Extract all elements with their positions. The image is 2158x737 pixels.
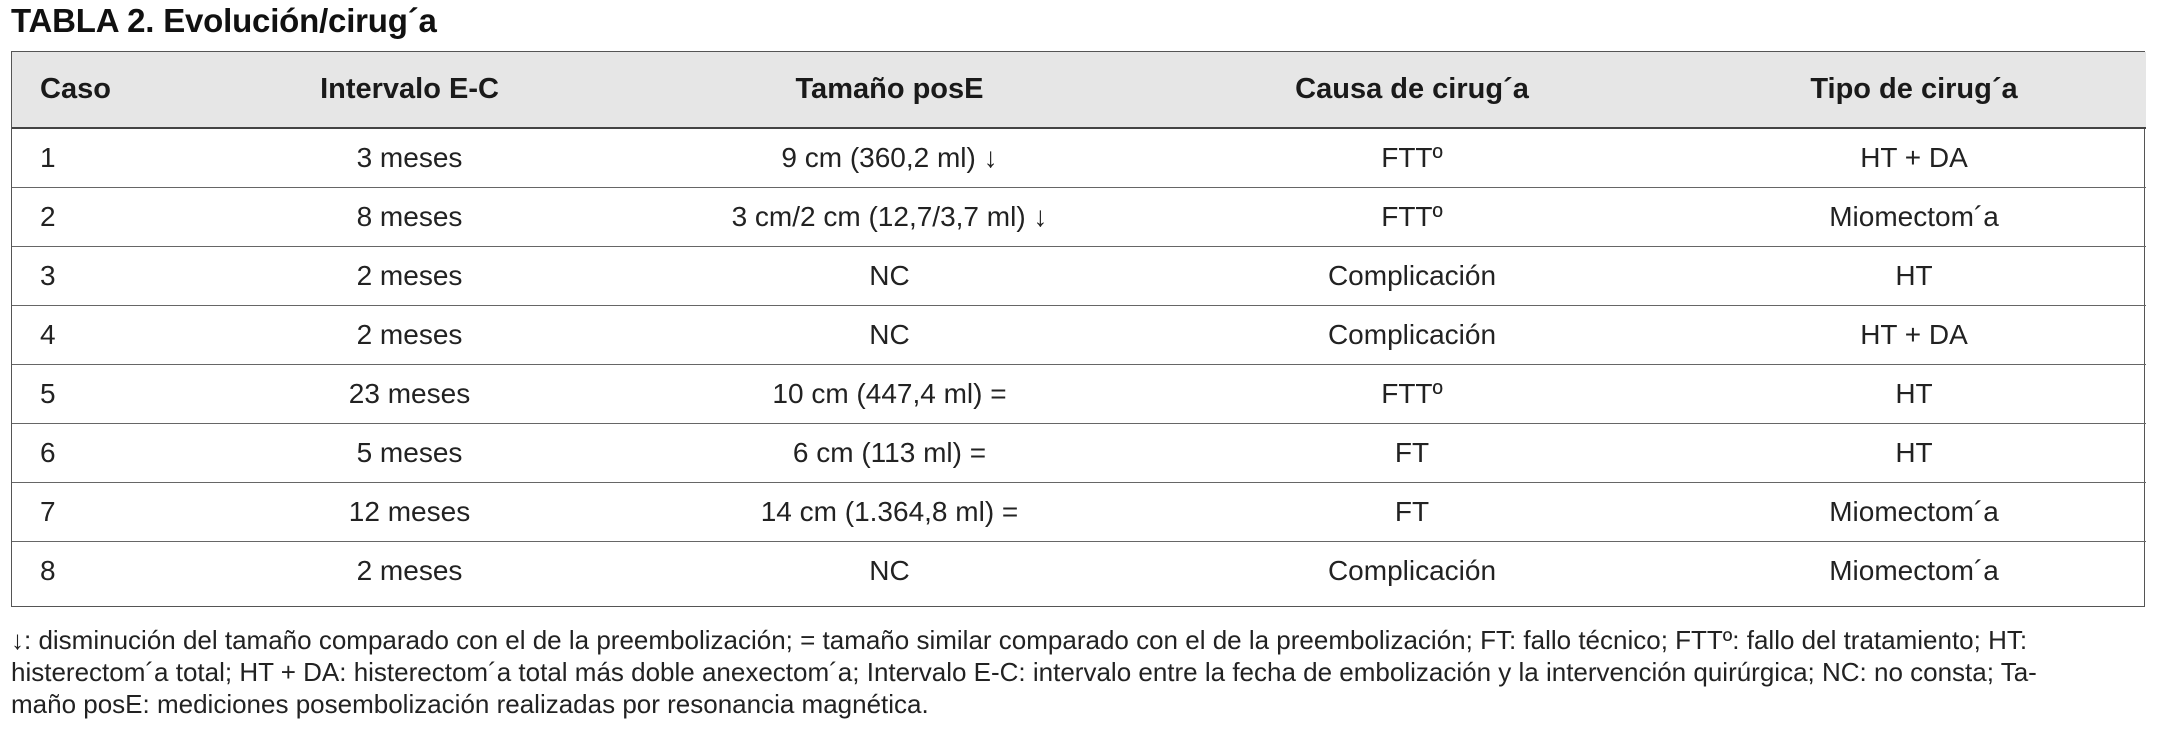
cell-intervalo: 8 meses (182, 187, 637, 246)
cell-tamano: 14 cm (1.364,8 ml) = (637, 482, 1142, 541)
table-row (12, 128, 2146, 187)
cell-intervalo: 5 meses (182, 423, 637, 482)
cell-caso: 2 (12, 187, 182, 246)
cell-intervalo: 2 meses (182, 305, 637, 364)
table-row (12, 541, 2146, 600)
evolution-surgery-table (12, 52, 2146, 600)
header-tamano: Tamaño posE (637, 52, 1142, 128)
data-table-frame (11, 51, 2145, 607)
table-row (12, 246, 2146, 305)
table-header-row (12, 52, 2146, 128)
header-intervalo: Intervalo E-C (182, 52, 637, 128)
header-tipo: Tipo de cirug´a (1682, 52, 2146, 128)
cell-tipo: Miomectom´a (1829, 554, 1999, 586)
footnote-line: ↓: disminución del tamaño comparado con el de la preembolización; = tamaño similar comparado con el de la preembolización; FT: fallo técnico; FTTº: fallo del tratamiento; HT: (11, 625, 2028, 655)
cell-tipo: HT (1682, 364, 2146, 423)
cell-causa: FTTº (1142, 187, 1682, 246)
table-row (12, 423, 2146, 482)
cell-causa: FT (1142, 423, 1682, 482)
cell-tamano: 10 cm (447,4 ml) = (637, 364, 1142, 423)
cell-tamano: NC (637, 305, 1142, 364)
cell-intervalo: 12 meses (182, 482, 637, 541)
cell-tipo: HT (1682, 423, 2146, 482)
table-row (12, 364, 2146, 423)
cell-causa: FT (1142, 482, 1682, 541)
cell-tamano: NC (869, 554, 910, 586)
cell-intervalo: 3 meses (182, 128, 637, 187)
table-body (12, 128, 2146, 600)
cell-causa: FTTº (1142, 364, 1682, 423)
cell-tipo: HT (1682, 246, 2146, 305)
cell-tipo: HT + DA (1682, 305, 2146, 364)
footnote-line: histerectom´a total; HT + DA: histerectom´a total más doble anexectom´a; Intervalo E-C: intervalo entre la fecha de embolización y la intervención quirúrgica; NC: no consta; Ta- (11, 657, 2037, 687)
cell-caso: 4 (12, 305, 182, 364)
footnote-line: maño posE: mediciones posembolización realizadas por resonancia magnética. (11, 689, 929, 719)
table-footnote (11, 624, 2145, 720)
table-row (12, 187, 2146, 246)
cell-causa: Complicación (1142, 246, 1682, 305)
cell-caso: 7 (12, 482, 182, 541)
cell-intervalo: 2 meses (182, 246, 637, 305)
table-row (12, 305, 2146, 364)
cell-intervalo: 23 meses (182, 364, 637, 423)
header-caso: Caso (12, 52, 182, 128)
cell-caso: 8 (40, 554, 56, 586)
cell-tipo: Miomectom´a (1682, 482, 2146, 541)
table-title: TABLA 2. Evolución/cirug´a (11, 2, 437, 39)
cell-caso: 6 (12, 423, 182, 482)
header-causa: Causa de cirug´a (1142, 52, 1682, 128)
cell-caso: 5 (12, 364, 182, 423)
cell-causa: Complicación (1327, 554, 1497, 586)
table-row (12, 482, 2146, 541)
cell-causa: Complicación (1142, 305, 1682, 364)
cell-causa: FTTº (1142, 128, 1682, 187)
cell-tamano: NC (637, 246, 1142, 305)
cell-caso: 1 (12, 128, 182, 187)
cell-tamano: 9 cm (360,2 ml) ↓ (637, 128, 1142, 187)
cell-intervalo: 2 meses (356, 554, 463, 586)
cell-tamano: 3 cm/2 cm (12,7/3,7 ml) ↓ (637, 187, 1142, 246)
cell-caso: 3 (12, 246, 182, 305)
cell-tipo: HT + DA (1682, 128, 2146, 187)
cell-tamano: 6 cm (113 ml) = (637, 423, 1142, 482)
cell-tipo: Miomectom´a (1682, 187, 2146, 246)
